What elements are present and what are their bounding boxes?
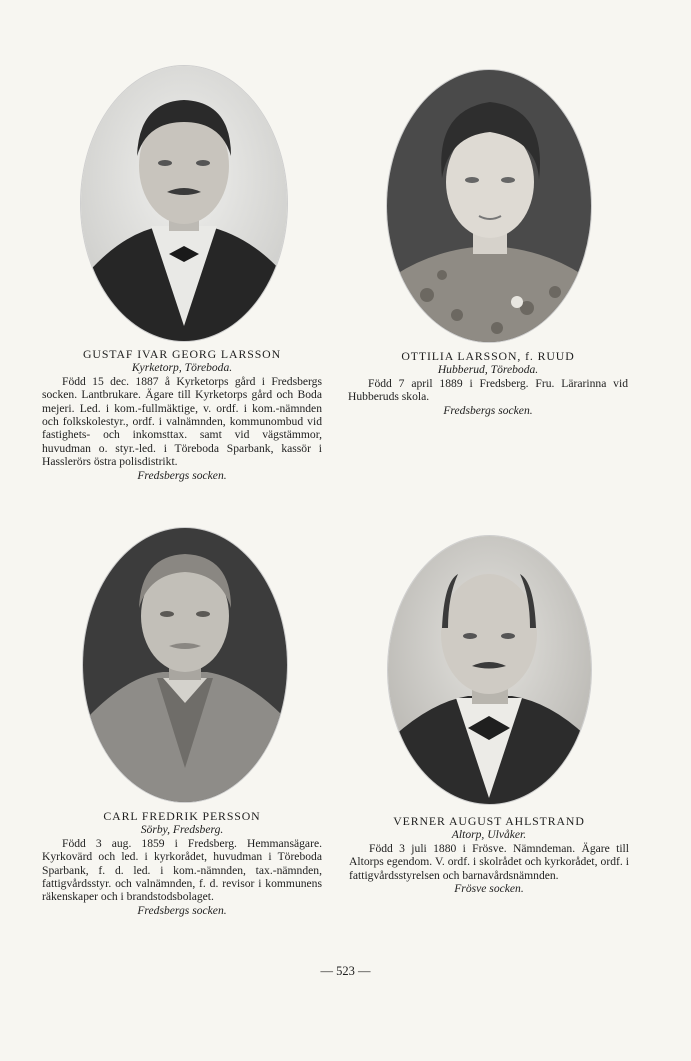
biography-entry	[348, 350, 628, 417]
person-name: GUSTAF IVAR GEORG LARSSON	[83, 347, 281, 361]
parish-label: Fredsbergs socken.	[137, 903, 227, 917]
person-biography: Född 7 april 1889 i Fredsberg. Fru. Lärarinna vid Hubberuds skola.	[348, 376, 628, 404]
page-number: — 523 —	[320, 964, 371, 978]
person-biography: Född 3 juli 1880 i Frösve. Nämndeman. Ägare till Altorps egendom. V. ordf. i skolrådet och kyrkorådet, ordf. i fattigvårdsstyrelsen och barnavårdsnämnden.	[349, 841, 629, 882]
portrait-photo	[387, 70, 591, 342]
portrait-photo	[388, 536, 591, 804]
biography-entry	[349, 815, 629, 895]
parish-label: Frösve socken.	[454, 882, 524, 896]
person-biography: Född 3 aug. 1859 i Fredsberg. Hemmansägare. Kyrkovärd och led. i kyrkorådet, huvudman i Töreboda Sparbank, f. d. led. i kom.-nämnden, tax.-nämnden, fattigvårdsstyr. och valnämnden, f. d. revisor i kommunens räkenskaper och i brandstodsbolaget.	[42, 836, 322, 904]
person-residence: Hubberud, Töreboda.	[437, 363, 539, 377]
person-name: VERNER AUGUST AHLSTRAND	[393, 814, 585, 828]
person-biography: Född 15 dec. 1887 å Kyrketorps gård i Fredsbergs socken. Lantbrukare. Ägare till Kyrketorps gård och Boda mejeri. Led. i kom.-fullmäktige, v. ordf. i kom.-nämnden och folkskolestyr., ordf. i valnämnden, kommunombud vid fastighets- och inkomsttax. samt vid vägstämmor, huvudman o. styr.-led. i Töreboda Sparbank, kassör i Hasslerörs östra polisdistrikt.	[42, 374, 322, 469]
person-residence: Sörby, Fredsberg.	[140, 823, 224, 837]
parish-label: Fredsbergs socken.	[137, 468, 227, 482]
parish-label: Fredsbergs socken.	[443, 403, 533, 417]
biography-entry	[42, 810, 322, 917]
biography-entry	[42, 348, 322, 482]
person-residence: Altorp, Ulvåker.	[451, 828, 527, 842]
portrait-photo	[83, 528, 287, 802]
person-residence: Kyrketorp, Töreboda.	[131, 361, 233, 375]
portrait-photo	[81, 66, 287, 341]
person-name: CARL FREDRIK PERSSON	[103, 809, 261, 823]
person-name: OTTILIA LARSSON, f. RUUD	[401, 349, 575, 363]
